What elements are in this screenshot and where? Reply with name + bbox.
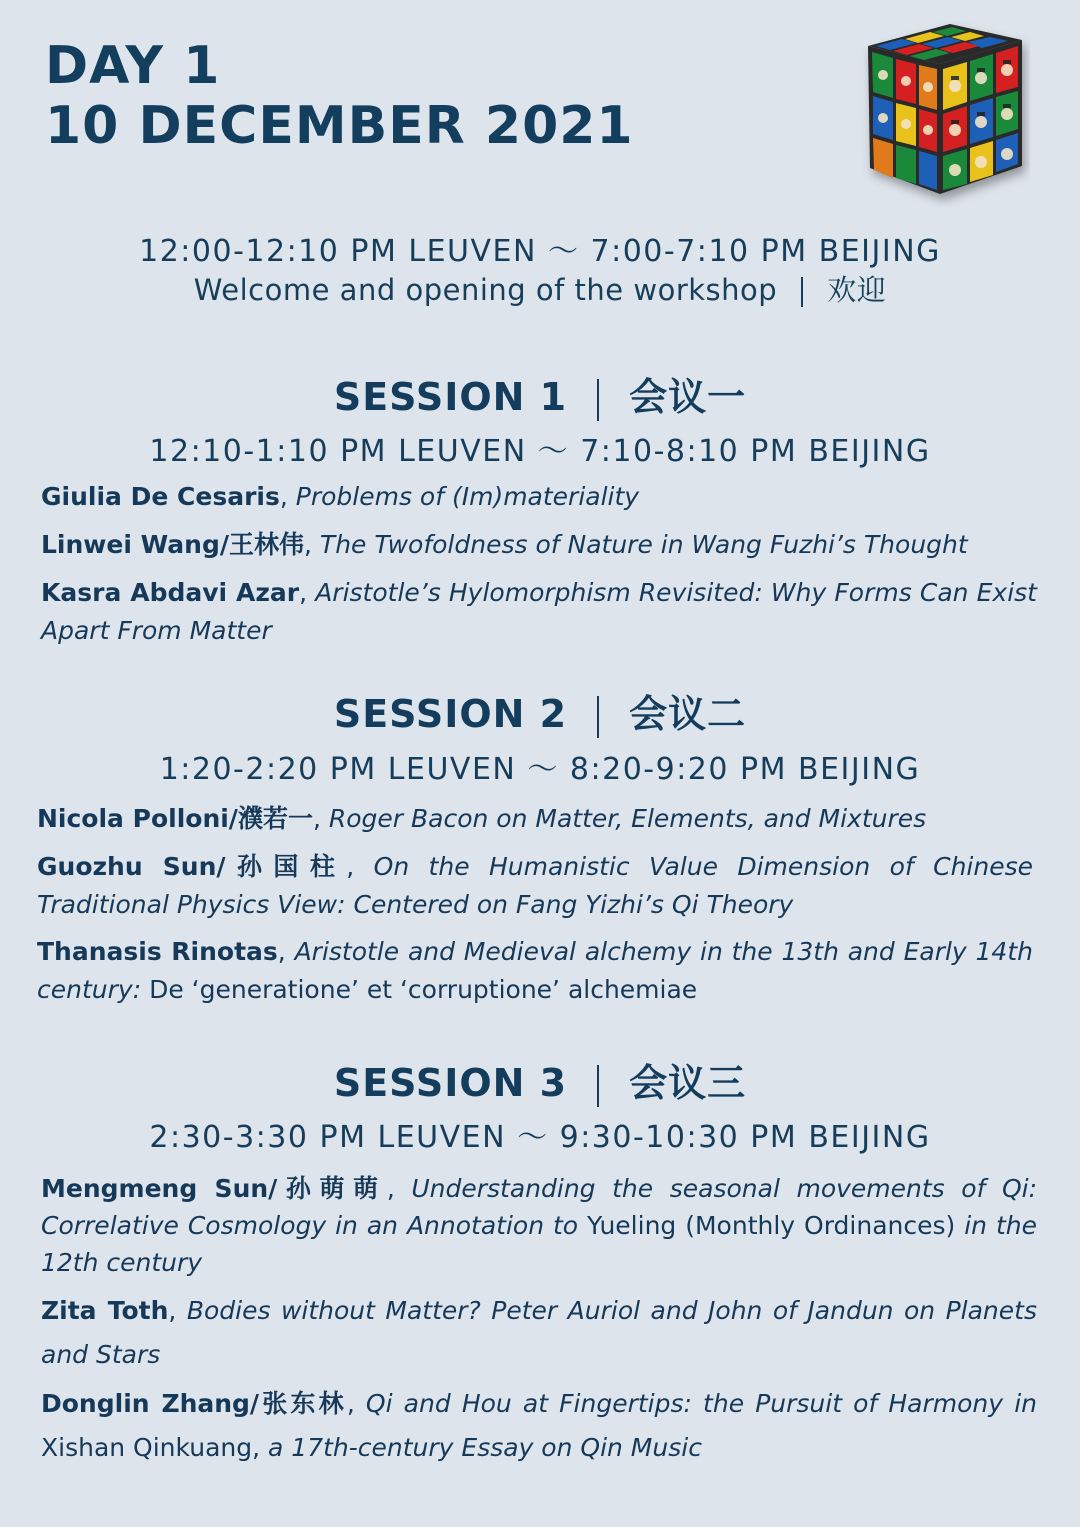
session-3-time: 2:30-3:30 PM LEUVEN ～ 9:30-10:30 PM BEIJING [149, 1120, 931, 1155]
talk-title-plain: De ‘generatione’ et ‘corruptione’ alchemiae [149, 975, 698, 1004]
session-name: SESSION 2 [333, 692, 568, 736]
opening-time: 12:00-12:10 PM LEUVEN ～ 7:00-7:10 PM BEIJING [139, 234, 941, 269]
talk-speaker: Nicola Polloni/濮若一 [37, 804, 313, 833]
talk-speaker: Kasra Abdavi Azar [41, 578, 300, 607]
day-heading [45, 36, 634, 156]
opening-title: Welcome and opening of the workshop [193, 273, 778, 307]
divider [597, 696, 599, 738]
talk-title-plain: Yueling (Monthly Ordinances) [587, 1211, 956, 1240]
session-1-title [0, 366, 1080, 421]
talk-speaker: Zita Toth [41, 1296, 169, 1325]
divider [597, 1065, 599, 1107]
session-2-time: 1:20-2:20 PM LEUVEN ～ 8:20-9:20 PM BEIJING [159, 752, 921, 787]
talk-speaker: Thanasis Rinotas [37, 937, 278, 966]
talk-title: On the Humanistic Value Dimension of Chinese Traditional Physics View: Centered on Fang Yizhi’s Qi Theory [37, 852, 1033, 919]
session-name: SESSION 3 [333, 1061, 568, 1105]
talk-item: Guozhu Sun/孙国柱, On the Humanistic Value Dimension of Chinese Traditional Physics View: Centered on Fang Yizhi’s Qi Theory [37, 852, 1033, 919]
talk-title: The Twofoldness of Nature in Wang Fuzhi’s Thought [319, 530, 968, 559]
talk-item: Mengmeng Sun/孙萌萌, Understanding the seasonal movements of Qi: Correlative Cosmology in an Annotation to Yueling (Monthly Ordinances) in the 12th century [41, 1174, 1037, 1277]
talk-speaker: Guozhu Sun/孙国柱 [37, 852, 347, 881]
session-name-zh: 会议二 [629, 692, 747, 736]
talk-title: Qi and Hou at Fingertips: the Pursuit of Harmony in [365, 1389, 1037, 1418]
talk-title: Aristotle and Medieval alchemy in the 13th and Early 14th century: [37, 937, 1033, 1004]
session-name-zh: 会议一 [629, 375, 747, 419]
session-name-zh: 会议三 [629, 1061, 747, 1105]
talk-item: Zita Toth, Bodies without Matter? Peter Auriol and John of Jandun on Planets and Stars [41, 1296, 1037, 1369]
talk-title: Roger Bacon on Matter, Elements, and Mixtures [328, 804, 927, 833]
day-label: DAY 1 [45, 36, 221, 96]
divider [597, 379, 599, 421]
talk-title-end: in the 12th century [41, 1211, 1037, 1277]
talk-item: Linwei Wang/王林伟, The Twofoldness of Nature in Wang Fuzhi’s Thought [41, 530, 968, 559]
talk-item: Thanasis Rinotas, Aristotle and Medieval alchemy in the 13th and Early 14th century: De ‘generatione’ et ‘corruptione’ alchemiae [37, 937, 1033, 1004]
talk-title: Bodies without Matter? Peter Auriol and John of Jandun on Planets and Stars [41, 1296, 1037, 1369]
talk-title: Understanding the seasonal movements of Qi: Correlative Cosmology in an Annotation to [41, 1174, 1037, 1240]
talk-item: Donglin Zhang/张东林, Qi and Hou at Fingertips: the Pursuit of Harmony in Xishan Qinkuang, a 17th-century Essay on Qin Music [41, 1389, 1037, 1462]
talk-speaker: Donglin Zhang/张东林 [41, 1389, 347, 1418]
talk-speaker: Linwei Wang/王林伟 [41, 530, 305, 559]
opening-title-row [0, 268, 1080, 309]
opening-title-zh: 欢迎 [827, 273, 887, 307]
talk-title-end: a 17th-century Essay on Qin Music [268, 1433, 702, 1462]
divider [801, 277, 803, 307]
talk-title: Aristotle’s Hylomorphism Revisited: Why Forms Can Exist Apart From Matter [41, 578, 1037, 645]
talk-item: Giulia De Cesaris, Problems of (Im)materiality [41, 482, 640, 511]
talk-speaker: Mengmeng Sun/孙萌萌 [41, 1174, 387, 1203]
session-2-title [0, 683, 1080, 738]
rubiks-cube-portraits-image [860, 18, 1030, 208]
session-3-title [0, 1052, 1080, 1107]
talk-title-plain: Xishan Qinkuang, [41, 1433, 261, 1462]
date-label: 10 DECEMBER 2021 [45, 96, 634, 156]
talk-speaker: Giulia De Cesaris [41, 482, 280, 511]
session-name: SESSION 1 [333, 375, 568, 419]
session-1-time: 12:10-1:10 PM LEUVEN ～ 7:10-8:10 PM BEIJING [149, 434, 931, 469]
talk-item: Kasra Abdavi Azar, Aristotle’s Hylomorphism Revisited: Why Forms Can Exist Apart From Matter [41, 578, 1037, 645]
talk-item: Nicola Polloni/濮若一, Roger Bacon on Matter, Elements, and Mixtures [37, 804, 927, 833]
talk-title: Problems of (Im)materiality [295, 482, 640, 511]
